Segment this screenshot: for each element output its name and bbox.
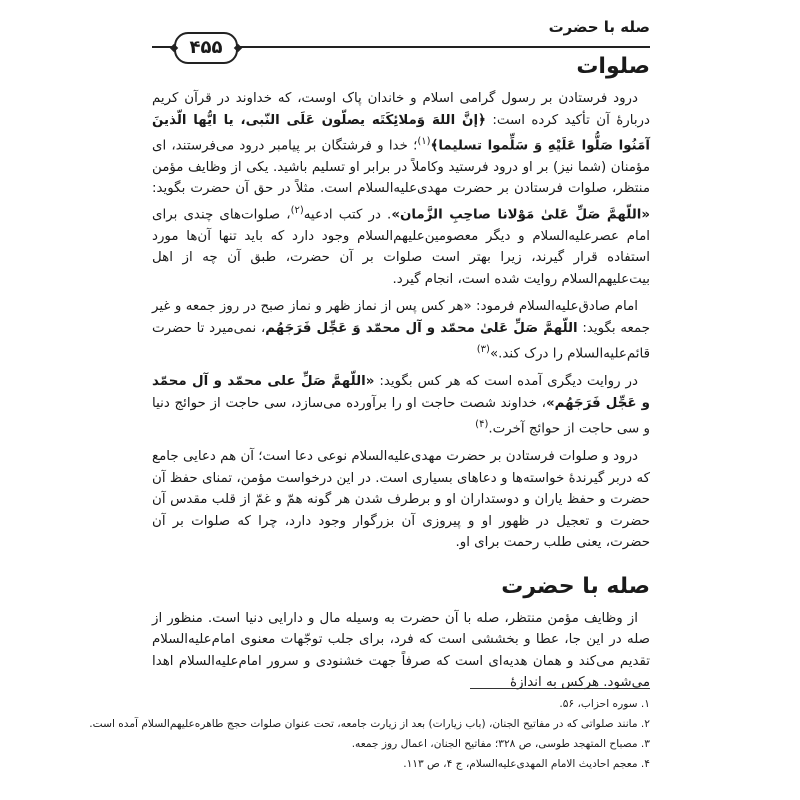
- text-run: ؛ خدا و فرشتگان بر پیامبر درود می‌فرستند، ای مؤمنان (شما نیز) بر او درود فرستید وکاملاً در برابر او تسلیم باشید. یکی از وظایف مؤمن منتظر، صلوات فرستادن بر حضرت مهدی‌علیه‌السلام است. مثلاً در حق آن حضرت بگوید:: [152, 138, 650, 197]
- text-run: ، خداوند شصت حاجت او را برآورده می‌سازد، سی حاجت از حوائج دنیا و سی حاجت از حوائج آخرت.: [152, 395, 650, 437]
- paragraph: از وظایف مؤمن منتظر، صله با آن حضرت به وسیله مال و دارایی دنیا است. منظور از صله در این جا، عطا و بخششی است که فرد، برای جلب توجّهات معنوی امام‌علیه‌السلام تقدیم می‌کند و همان هدیه‌ای است که صرفاً جهت خشنودی و سرور امام‌علیه‌السلام اهدا می‌شود. هرکس به اندازهٔ: [152, 610, 650, 691]
- footnote-3: ۳. مصباح المتهجد طوسی، ص ۳۲۸؛ مفاتیح الجنان، اعمال روز جمعه.: [351, 738, 650, 750]
- salawat-text: اللّهمَّ صَلِّ عَلىٰ محمّد و آل محمّد وَ عَجِّل فَرَجَهُم: [265, 320, 578, 336]
- footnote-1: ۱. سوره احزاب، ۵۶.: [559, 698, 650, 710]
- text-run: امام صادق‌علیه‌السلام فرمود: «هر کس پس از نماز ظهر و نماز صبح در روز جمعه و غیر جمعه بگوید:: [152, 299, 651, 336]
- paragraph: درود و صلوات فرستادن بر حضرت مهدی‌علیه‌السلام نوعی دعا است؛ آن هم دعایی جامع که دربر گیرندهٔ خواسته‌ها و دعاهای بسیاری است. در این درخواست مؤمن، تمنای حفظ آن حضرت و حفظ یاران و دوستداران او و برطرف شدن هر گونه همّ و غمّ از قلب مقدس آن حضرت و تعجیل در ظهور او و پیروزی آن بزرگوار وجود دارد، چرا که صلوات بر آن حضرت، یعنی طلب رحمت برای او.: [152, 449, 650, 551]
- footnote-ref[interactable]: (۳): [476, 344, 490, 356]
- footnote-2: ۲. مانند صلواتی که در مفاتیح الجنان، (باب زیارات) بعد از زیارت جامعه، تحت عنوان صلوات حجج طاهره‌علیهم‌السلام آمده است.: [89, 718, 650, 730]
- paragraph: [152, 296, 650, 365]
- page-number: ۴۵۵: [174, 32, 238, 64]
- salawat-text: «اللّهمَّ صَلِّ عَلىٰ مَوْلانا صاحِبِ الزَّمان»: [391, 207, 651, 223]
- quran-verse: ﴿إنَّ اللهَ وَملائِكَتَه يصلّون عَلَى النّبى، يا ايُّها الّذينَ آمَنُوا صَلُّوا عَلَيْهِ وَ سَلِّموا تسليما﴾: [152, 112, 651, 154]
- text-run: درود فرستادن بر رسول گرامی اسلام و خاندان پاک اوست، که خداوند در قرآن کریم دربارهٔ آن تأکید کرده است:: [152, 91, 650, 128]
- running-title: صله با حضرت: [548, 18, 650, 36]
- footnote-ref[interactable]: (۲): [290, 204, 304, 216]
- footnote-divider: [470, 688, 650, 689]
- section-title-salawat: صلوات: [576, 54, 650, 79]
- footnote-ref[interactable]: (۴): [475, 419, 489, 431]
- text-run: ، صلوات‌های چندی برای امام عصرعلیه‌السلام و دیگر معصومین‌علیهم‌السلام وجود دارد که باید تنها آن‌ها مورد استفاده قرار گیرند، زیرا بهتر است صلوات بر آن حضرت، طبق آن چه از اهل بیت‌علیهم‌السلام روایت شده است، انجام گیرد.: [152, 207, 650, 287]
- paragraph: [152, 88, 650, 290]
- body-text: [152, 50, 650, 700]
- text-run: در روایت دیگری آمده است که هر کس بگوید:: [374, 374, 638, 390]
- section-title-sileh: صله با حضرت: [501, 573, 650, 599]
- text-run: . در کتب ادعیه: [303, 207, 392, 223]
- footnotes: [89, 694, 650, 774]
- page-header: [152, 16, 650, 58]
- paragraph: [152, 371, 650, 440]
- footnote-ref[interactable]: (۱): [417, 136, 431, 147]
- salawat-text: «اللّهمَّ صَلِّ على محمّد و آل محمّد و عَجِّل فَرَجَهُم»: [152, 374, 651, 411]
- footnote-4: ۴. معجم احادیث الامام المهدی‌علیه‌السلام، ج ۴، ص ۱۱۳.: [403, 758, 650, 770]
- text-run: ، نمی‌میرد تا حضرت قائم‌علیه‌السلام را درک کند.»: [152, 320, 650, 362]
